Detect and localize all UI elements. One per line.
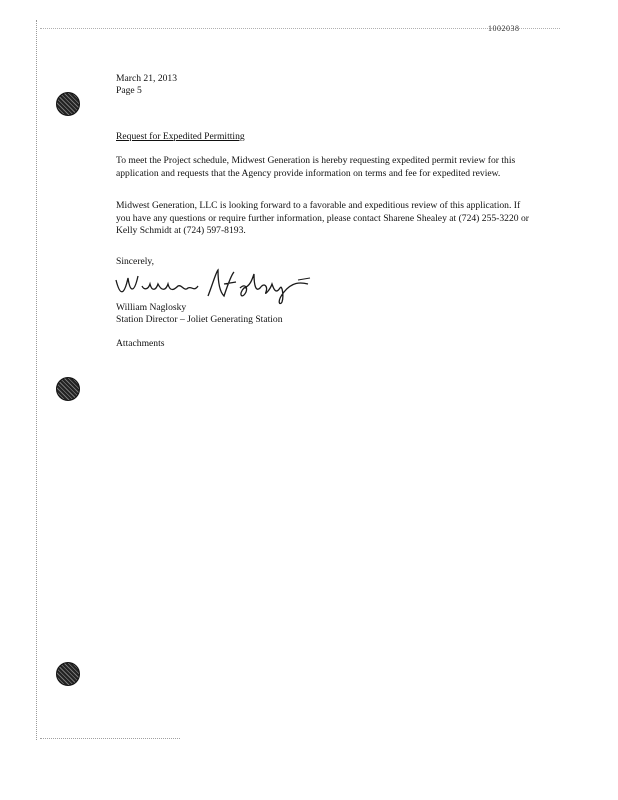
document-stamp: 1002038 — [488, 24, 520, 33]
punch-hole-top — [56, 92, 80, 116]
letter-date: March 21, 2013 — [116, 73, 178, 84]
handwritten-signature — [112, 266, 322, 306]
punch-hole-middle — [56, 377, 80, 401]
closing: Sincerely, — [116, 256, 155, 267]
scan-edge-bottom — [40, 738, 180, 740]
scan-edge-left — [36, 20, 39, 740]
scan-edge-top — [40, 28, 560, 30]
page-number: Page 5 — [116, 85, 142, 96]
section-heading: Request for Expedited Permitting — [116, 131, 245, 142]
attachments-label: Attachments — [116, 338, 165, 349]
signer-title: Station Director – Joliet Generating Station — [116, 314, 283, 325]
signer-name: William Naglosky — [116, 302, 187, 313]
paragraph-contact: Midwest Generation, LLC is looking forward to a favorable and expeditious review of this application. If you have any questions or require further information, please contact Sharene Shealey at (724) 255-3220 or Kelly Schmidt at (724) 597-8193. — [116, 200, 529, 236]
paragraph-expedited-request: To meet the Project schedule, Midwest Generation is hereby requesting expedited permit review for this application and requests that the Agency provide information on terms and fee for expedited review. — [116, 155, 516, 179]
punch-hole-bottom — [56, 662, 80, 686]
